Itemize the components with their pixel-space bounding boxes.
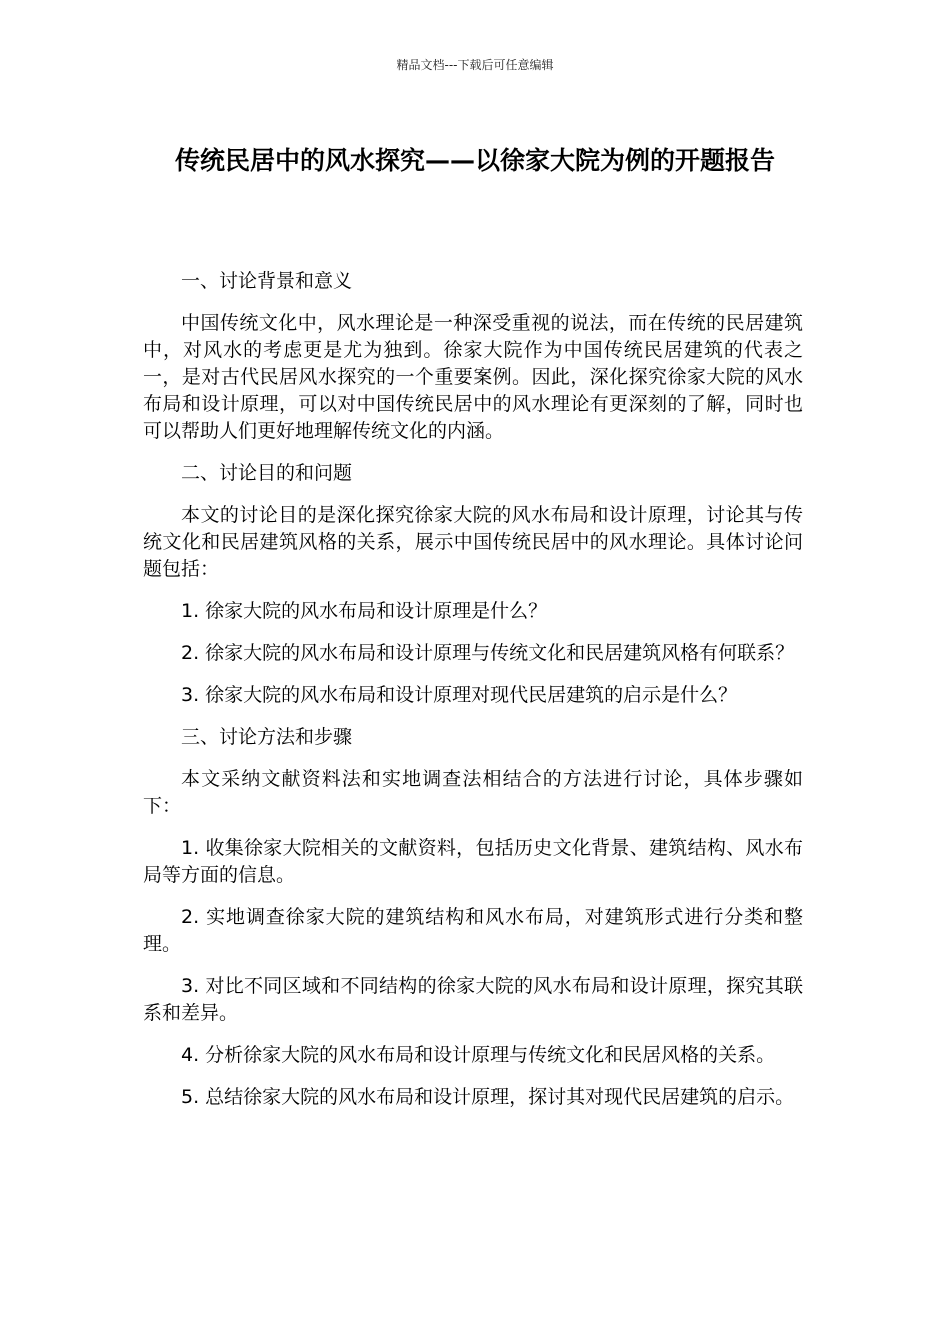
paragraph-method: 本文采纳文献资料法和实地调查法相结合的方法进行讨论，具体步骤如下： (143, 768, 803, 817)
question-item-1: 1. 徐家大院的风水布局和设计原理是什么？ (181, 600, 548, 622)
document-title: 传统民居中的风水探究——以徐家大院为例的开题报告 (174, 146, 775, 175)
section-heading-method: 三、讨论方法和步骤 (181, 726, 353, 748)
step-item-3: 3. 对比不同区域和不同结构的徐家大院的风水布局和设计原理，探究其联系和差异。 (143, 975, 803, 1024)
question-item-3: 3. 徐家大院的风水布局和设计原理对现代民居建筑的启示是什么？ (181, 684, 738, 706)
document-body (143, 268, 803, 1126)
paragraph-background: 中国传统文化中，风水理论是一种深受重视的说法，而在传统的民居建筑中，对风水的考虑更是尤为独到。徐家大院作为中国传统民居建筑的代表之一，是对古代民居风水探究的一个重要案例。因此，深化探究徐家大院的风水布局和设计原理，可以对中国传统民居中的风水理论有更深刻的了解，同时也可以帮助人们更好地理解传统文化的内涵。 (143, 312, 803, 442)
step-item-4: 4. 分析徐家大院的风水布局和设计原理与传统文化和民居风格的关系。 (181, 1044, 776, 1066)
paragraph-purpose: 本文的讨论目的是深化探究徐家大院的风水布局和设计原理，讨论其与传统文化和民居建筑风格的关系，展示中国传统民居中的风水理论。具体讨论问题包括： (143, 504, 803, 580)
step-item-1: 1. 收集徐家大院相关的文献资料，包括历史文化背景、建筑结构、风水布局等方面的信息。 (143, 837, 803, 886)
step-item-2: 2. 实地调查徐家大院的建筑结构和风水布局，对建筑形式进行分类和整理。 (143, 906, 803, 955)
section-heading-background: 一、讨论背景和意义 (181, 270, 353, 292)
question-item-2: 2. 徐家大院的风水布局和设计原理与传统文化和民居建筑风格有何联系？ (181, 642, 795, 664)
step-item-5: 5. 总结徐家大院的风水布局和设计原理，探讨其对现代民居建筑的启示。 (181, 1086, 795, 1108)
header-note: 精品文档---下载后可任意编辑 (396, 58, 554, 72)
section-heading-purpose: 二、讨论目的和问题 (181, 462, 353, 484)
